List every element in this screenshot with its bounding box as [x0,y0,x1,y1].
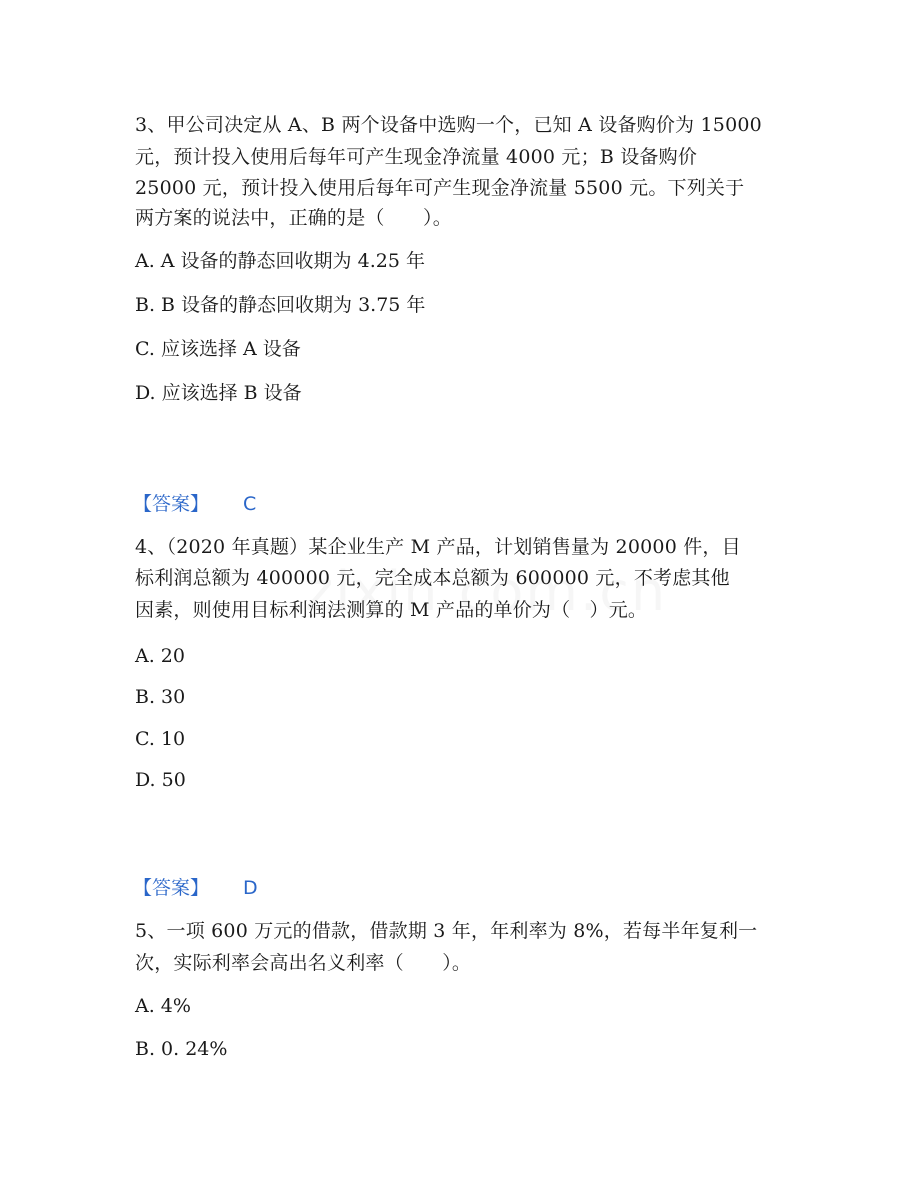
question-4-line-3: 因素，则使用目标利润法测算的 M 产品的单价为（ ）元。 [135,599,648,621]
question-3-option-b: B. B 设备的静态回收期为 3.75 年 [135,294,426,316]
question-3-line-4: 两方案的说法中，正确的是（ ）。 [135,207,452,229]
question-4-answer [133,876,258,900]
answer-label: 【答案】 [133,493,210,515]
question-5-line-1: 5、一项 600 万元的借款，借款期 3 年，年利率为 8%，若每半年复利一 [135,920,758,942]
question-4-option-a: A. 20 [135,645,185,667]
question-4-option-c: C. 10 [135,728,186,750]
answer-label: 【答案】 [133,877,210,899]
answer-letter: C [243,493,257,515]
question-4-line-1: 4、（2020 年真题）某企业生产 M 产品，计划销售量为 20000 件，目 [135,536,741,558]
question-5-line-2: 次，实际利率会高出名义利率（ ）。 [135,952,472,974]
question-4-option-b: B. 30 [135,686,186,708]
question-4-option-d: D. 50 [135,769,186,791]
question-3-answer [133,492,256,516]
question-5-option-a: A. 4% [135,995,191,1017]
question-5-option-b: B. 0. 24% [135,1038,228,1060]
question-3-option-c: C. 应该选择 A 设备 [135,338,301,360]
question-3-option-a: A. A 设备的静态回收期为 4.25 年 [135,250,425,272]
question-4-line-2: 标利润总额为 400000 元，完全成本总额为 600000 元，不考虑其他 [135,567,730,589]
answer-letter: D [243,877,258,899]
question-3-line-3: 25000 元，预计投入使用后每年可产生现金净流量 5500 元。下列关于 [135,177,745,199]
question-3-option-d: D. 应该选择 B 设备 [135,382,302,404]
question-3-line-1: 3、甲公司决定从 A、B 两个设备中选购一个，已知 A 设备购价为 15000 [135,114,762,136]
question-3-line-2: 元，预计投入使用后每年可产生现金净流量 4000 元；B 设备购价 [135,146,698,168]
